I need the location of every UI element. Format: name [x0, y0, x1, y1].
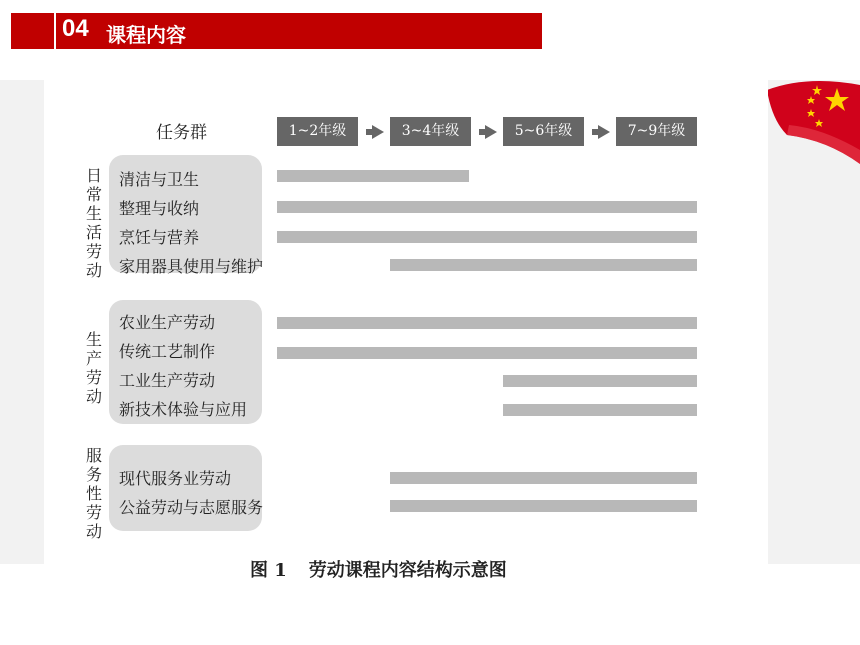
task-group-label: 任务群 — [156, 123, 207, 143]
caption-text: 劳动课程内容结构示意图 — [308, 560, 507, 581]
grade-span-bar — [390, 259, 697, 271]
header-bar — [56, 13, 542, 49]
figure-caption — [250, 556, 529, 582]
grade-header-4: 7~9年级 — [616, 117, 697, 146]
task-item: 现代服务业劳动 — [119, 469, 232, 488]
task-item: 公益劳动与志愿服务 — [119, 498, 264, 517]
grade-header-3: 5~6年级 — [503, 117, 584, 146]
task-item: 整理与收纳 — [119, 199, 200, 218]
grade-span-bar — [277, 201, 697, 213]
task-item: 烹饪与营养 — [119, 228, 200, 247]
category-label-daily-life: 日常生活劳动 — [85, 166, 102, 280]
task-item: 工业生产劳动 — [119, 371, 216, 390]
grade-span-bar — [390, 472, 697, 484]
caption-number: 图 1 — [250, 560, 287, 581]
grade-span-bar — [390, 500, 697, 512]
task-item: 清洁与卫生 — [119, 170, 200, 189]
grade-span-bar — [277, 170, 469, 182]
arrow-icon — [485, 125, 497, 139]
section-number: 04 — [62, 15, 89, 42]
grade-span-bar — [277, 317, 697, 329]
grade-header-2: 3~4年级 — [390, 117, 471, 146]
grade-span-bar — [503, 404, 697, 416]
task-item: 传统工艺制作 — [119, 342, 216, 361]
grade-span-bar — [277, 231, 697, 243]
grade-span-bar — [277, 347, 697, 359]
category-label-service: 服务性劳动 — [85, 446, 102, 541]
section-title: 课程内容 — [106, 23, 186, 47]
arrow-icon — [372, 125, 384, 139]
task-item: 家用器具使用与维护 — [119, 257, 264, 276]
task-item: 农业生产劳动 — [119, 313, 216, 332]
header-accent-square — [11, 13, 54, 49]
flag-decoration — [767, 80, 860, 164]
course-structure-diagram — [44, 80, 768, 590]
grade-header-1: 1~2年级 — [277, 117, 358, 146]
left-backdrop — [0, 80, 44, 564]
grade-span-bar — [503, 375, 697, 387]
task-item: 新技术体验与应用 — [119, 400, 248, 419]
arrow-icon — [598, 125, 610, 139]
category-label-production: 生产劳动 — [85, 330, 102, 406]
